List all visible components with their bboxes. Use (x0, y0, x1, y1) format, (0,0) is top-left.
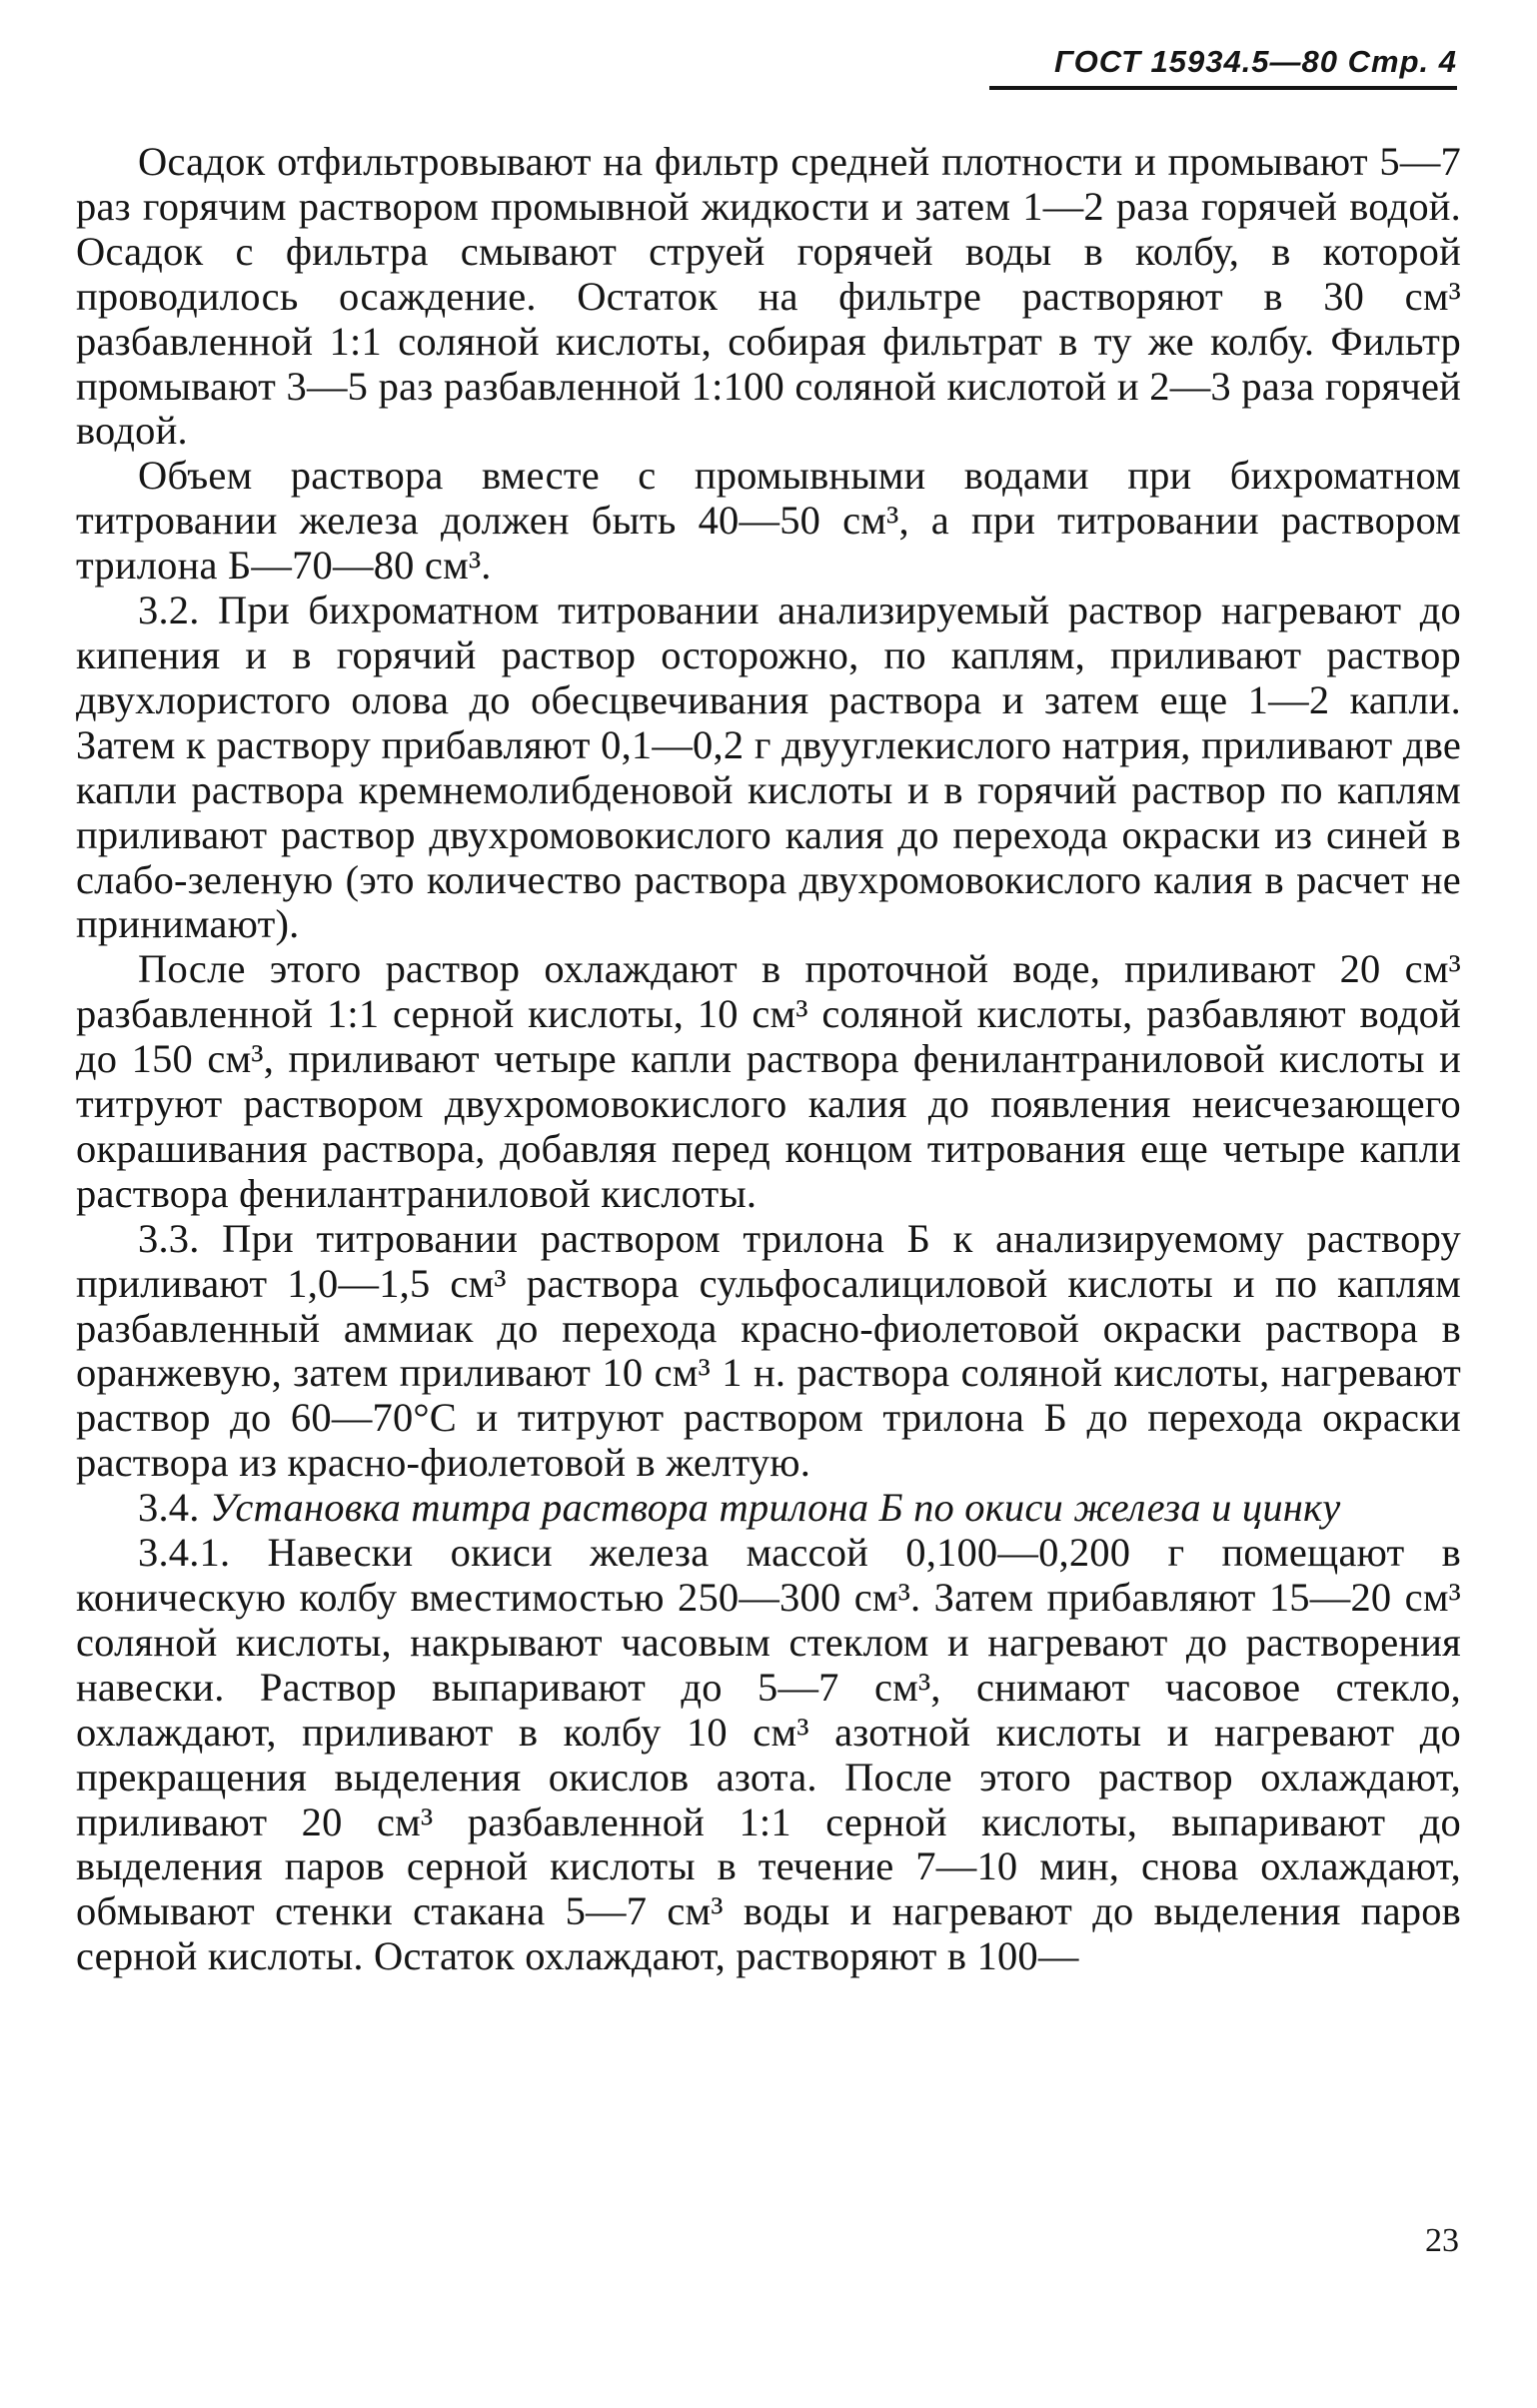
section-3-4-number: 3.4. (138, 1485, 210, 1531)
page-number: 23 (1425, 2222, 1459, 2259)
paragraph-section-3-4-1: 3.4.1. Навески окиси железа массой 0,100—0,200 г помещают в коническую колбу вместимостью 250—300 см³. Затем прибавляют 15—20 см³ соляной кислоты, накрывают часовым стеклом и нагревают до растворения навески. Раствор выпаривают до 5—7 см³, снимают часовое стекло, охлаждают, приливают в колбу 10 см³ азотной кислоты и нагревают до прекращения выделения окислов азота. После этого раствор охлаждают, приливают 20 см³ разбавленной 1:1 серной кислоты, выпаривают до выделения паров серной кислоты в течение 7—10 мин, снова охлаждают, обмывают стенки стакана 5—7 см³ воды и нагревают до выделения паров серной кислоты. Остаток охлаждают, растворяют в 100— (76, 1530, 1461, 1979)
section-3-4-title: Установка титра раствора трилона Б по окиси железа и цинку (209, 1485, 1341, 1531)
paragraph-precipitate-filtering: Осадок отфильтровывают на фильтр средней плотности и промывают 5—7 раз горячим раствором промывной жидкости и затем 1—2 раза горячей водой. Осадок с фильтра смывают струей горячей воды в колбу, в которой проводилось осаждение. Остаток на фильтре растворяют в 30 см³ разбавленной 1:1 соляной кислоты, собирая фильтрат в ту же колбу. Фильтр промывают 3—5 раз разбавленной 1:100 соляной кислотой и 2—3 раза горячей водой. (76, 139, 1461, 454)
paragraph-solution-volume: Объем раствора вместе с промывными водами при бихроматном титровании железа должен быть 40—50 см³, а при титровании раствором трилона Б—70—80 см³. (76, 453, 1461, 589)
body-text (76, 140, 1461, 1979)
running-header: ГОСТ 15934.5—80 Стр. 4 (989, 44, 1457, 90)
paragraph-section-3-2: 3.2. При бихроматном титровании анализируемый раствор нагревают до кипения и в горячий раствор осторожно, по каплям, приливают раствор двухлористого олова до обесцвечивания раствора и затем еще 1—2 капли. Затем к раствору прибавляют 0,1—0,2 г двууглекислого натрия, приливают две капли раствора кремнемолибденовой кислоты и в горячий раствор по каплям приливают раствор двухромовокислого калия до перехода окраски из синей в слабо-зеленую (это количество раствора двухромовокислого калия в расчет не принимают). (76, 588, 1461, 947)
section-3-4-heading (76, 1486, 1461, 1531)
paragraph-cooling-titration: После этого раствор охлаждают в проточной воде, приливают 20 см³ разбавленной 1:1 серной кислоты, 10 см³ соляной кислоты, разбавляют водой до 150 см³, приливают четыре капли раствора фенилантраниловой кислоты и титруют раствором двухромовокислого калия до появления неисчезающего окрашивания раствора, добавляя перед концом титрования еще четыре капли раствора фенилантраниловой кислоты. (76, 946, 1461, 1216)
paragraph-section-3-3: 3.3. При титровании раствором трилона Б к анализируемому раствору приливают 1,0—1,5 см³ раствора сульфосалициловой кислоты и по каплям разбавленный аммиак до перехода красно-фиолетовой окраски раствора в оранжевую, затем приливают 10 см³ 1 н. раствора соляной кислоты, нагревают раствор до 60—70°С и титруют раствором трилона Б до перехода окраски раствора из красно-фиолетовой в желтую. (76, 1215, 1461, 1486)
